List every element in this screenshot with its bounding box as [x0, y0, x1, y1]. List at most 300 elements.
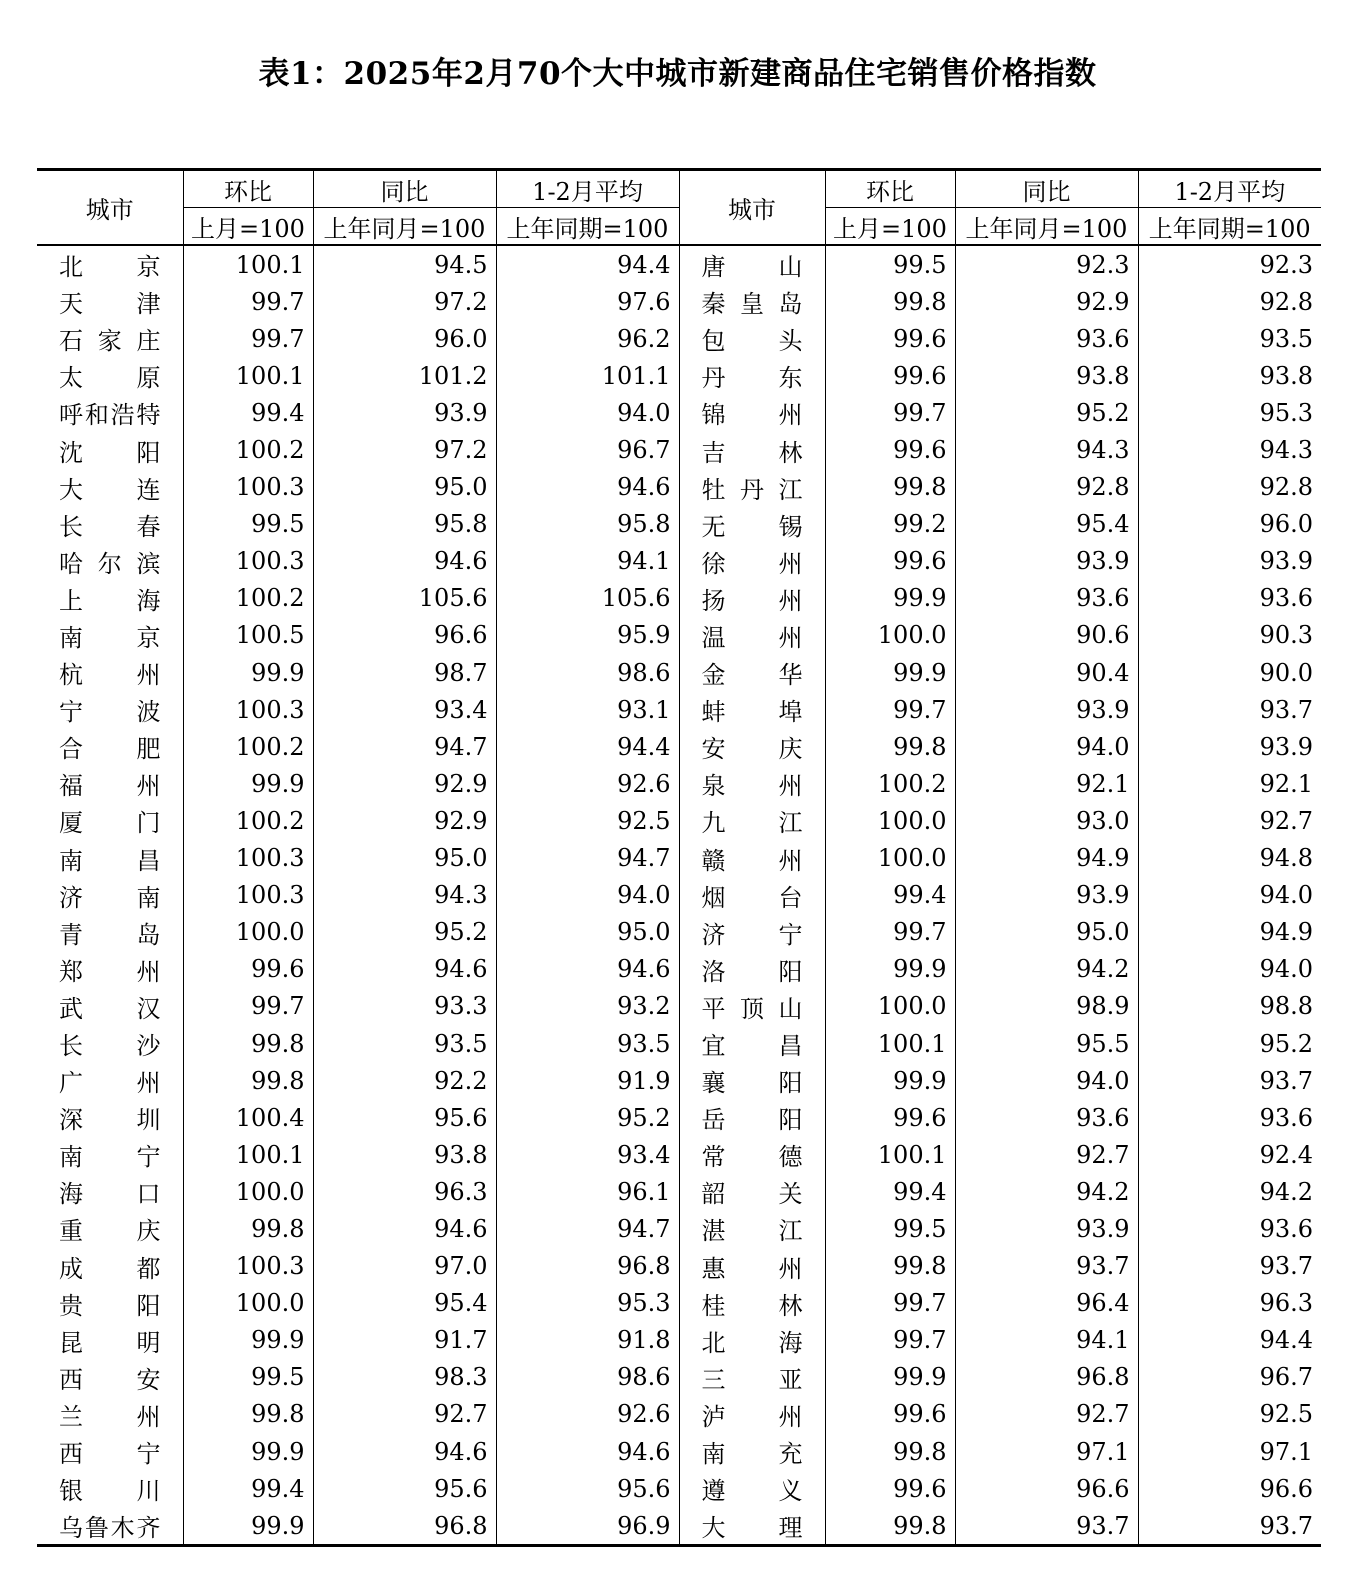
index-value-cell: 96.8 [496, 1248, 679, 1285]
city-name-cell: 牡丹江 [679, 469, 825, 506]
index-value-cell: 94.4 [496, 728, 679, 765]
index-value-cell: 98.6 [496, 654, 679, 691]
table-row [37, 1062, 1321, 1099]
index-value-cell: 96.7 [1138, 1359, 1321, 1396]
index-value-cell: 99.7 [183, 283, 313, 320]
index-value-cell: 99.8 [825, 469, 955, 506]
city-name-cell: 扬州 [679, 580, 825, 617]
city-name-cell: 无锡 [679, 506, 825, 543]
index-value-cell: 93.3 [313, 988, 496, 1025]
index-value-cell: 97.6 [496, 283, 679, 320]
table-row [37, 654, 1321, 691]
index-value-cell: 97.1 [1138, 1433, 1321, 1470]
header-city-left: 城市 [37, 170, 183, 246]
index-value-cell: 96.1 [496, 1173, 679, 1210]
index-value-cell: 99.4 [825, 877, 955, 914]
index-value-cell: 94.2 [1138, 1173, 1321, 1210]
city-name-cell: 贵阳 [59, 1291, 161, 1320]
index-value-cell: 99.6 [825, 320, 955, 357]
index-value-cell: 100.5 [183, 617, 313, 654]
index-value-cell: 96.6 [955, 1470, 1138, 1507]
header-mom-right: 环比 [825, 170, 955, 208]
index-value-cell: 94.3 [1138, 431, 1321, 468]
index-value-cell: 95.0 [496, 914, 679, 951]
city-name-cell: 桂林 [679, 1285, 825, 1322]
index-value-cell: 93.9 [313, 394, 496, 431]
index-value-cell: 99.8 [825, 1507, 955, 1546]
header-mom-base-right: 上月=100 [825, 208, 955, 246]
city-name-cell: 北京 [59, 253, 161, 282]
table-row [37, 357, 1321, 394]
index-value-cell: 93.4 [496, 1136, 679, 1173]
index-value-cell: 100.0 [183, 1285, 313, 1322]
index-value-cell: 100.3 [183, 1248, 313, 1285]
index-value-cell: 92.6 [496, 1396, 679, 1433]
index-value-cell: 96.6 [1138, 1470, 1321, 1507]
index-value-cell: 94.6 [496, 1433, 679, 1470]
table-row [37, 1470, 1321, 1507]
index-value-cell: 95.3 [1138, 394, 1321, 431]
index-value-cell: 101.1 [496, 357, 679, 394]
index-value-cell: 99.4 [183, 394, 313, 431]
index-value-cell: 93.5 [313, 1025, 496, 1062]
index-value-cell: 92.2 [313, 1062, 496, 1099]
table-row [37, 1173, 1321, 1210]
page-title: 表1：2025年2月70个大中城市新建商品住宅销售价格指数 [258, 56, 1097, 92]
index-value-cell: 99.8 [825, 1433, 955, 1470]
index-value-cell: 100.0 [825, 802, 955, 839]
index-value-cell: 100.1 [183, 245, 313, 283]
city-name-cell: 烟台 [679, 877, 825, 914]
index-value-cell: 100.3 [183, 840, 313, 877]
index-value-cell: 99.6 [825, 431, 955, 468]
table-row [37, 840, 1321, 877]
table-row [37, 320, 1321, 357]
index-value-cell: 93.7 [955, 1507, 1138, 1546]
table-row [37, 802, 1321, 839]
city-name-cell: 泉州 [679, 765, 825, 802]
index-value-cell: 92.7 [313, 1396, 496, 1433]
index-value-cell: 93.5 [1138, 320, 1321, 357]
table-row [37, 1025, 1321, 1062]
index-value-cell: 92.6 [496, 765, 679, 802]
table-row [37, 506, 1321, 543]
city-name-cell: 九江 [679, 802, 825, 839]
table-row [37, 617, 1321, 654]
index-value-cell: 98.6 [496, 1359, 679, 1396]
index-value-cell: 95.2 [1138, 1025, 1321, 1062]
index-value-cell: 98.7 [313, 654, 496, 691]
index-value-cell: 92.3 [955, 245, 1138, 283]
index-value-cell: 100.2 [183, 580, 313, 617]
city-name-cell: 厦门 [59, 809, 161, 838]
index-value-cell: 92.5 [496, 802, 679, 839]
index-value-cell: 99.5 [825, 1210, 955, 1247]
index-value-cell: 99.5 [825, 245, 955, 283]
index-value-cell: 90.6 [955, 617, 1138, 654]
index-value-cell: 98.8 [1138, 988, 1321, 1025]
city-name-cell: 三亚 [679, 1359, 825, 1396]
index-value-cell: 100.1 [825, 1025, 955, 1062]
city-name-cell: 广州 [59, 1069, 161, 1098]
header-yoy-left: 同比 [313, 170, 496, 208]
index-value-cell: 95.6 [313, 1099, 496, 1136]
city-name-cell: 乌鲁木齐 [59, 1514, 161, 1543]
index-value-cell: 99.2 [825, 506, 955, 543]
city-name-cell: 襄阳 [679, 1062, 825, 1099]
city-name-cell: 唐山 [679, 245, 825, 283]
index-value-cell: 99.5 [183, 506, 313, 543]
index-value-cell: 101.2 [313, 357, 496, 394]
city-name-cell: 吉林 [679, 431, 825, 468]
index-value-cell: 95.8 [313, 506, 496, 543]
index-value-cell: 93.9 [955, 543, 1138, 580]
city-name-cell: 哈尔滨 [59, 549, 161, 578]
index-value-cell: 91.7 [313, 1322, 496, 1359]
index-value-cell: 90.0 [1138, 654, 1321, 691]
index-value-cell: 99.5 [183, 1359, 313, 1396]
city-name-cell: 合肥 [59, 735, 161, 764]
table-row [37, 691, 1321, 728]
index-value-cell: 95.0 [313, 469, 496, 506]
index-value-cell: 99.4 [825, 1173, 955, 1210]
city-name-cell: 沈阳 [59, 438, 161, 467]
city-name-cell: 南京 [59, 623, 161, 652]
index-value-cell: 94.1 [955, 1322, 1138, 1359]
index-value-cell: 94.6 [313, 951, 496, 988]
index-value-cell: 94.2 [955, 951, 1138, 988]
index-value-cell: 93.9 [1138, 728, 1321, 765]
index-value-cell: 99.6 [183, 951, 313, 988]
index-value-cell: 94.9 [955, 840, 1138, 877]
index-value-cell: 94.9 [1138, 914, 1321, 951]
index-value-cell: 92.7 [1138, 802, 1321, 839]
city-name-cell: 银川 [59, 1477, 161, 1506]
index-value-cell: 90.4 [955, 654, 1138, 691]
index-value-cell: 92.7 [955, 1396, 1138, 1433]
index-value-cell: 93.9 [955, 1210, 1138, 1247]
city-name-cell: 安庆 [679, 728, 825, 765]
table-body [37, 245, 1321, 1546]
index-value-cell: 94.0 [955, 1062, 1138, 1099]
index-value-cell: 95.0 [955, 914, 1138, 951]
index-value-cell: 99.9 [183, 1507, 313, 1546]
index-value-cell: 100.3 [183, 877, 313, 914]
city-name-cell: 平顶山 [679, 988, 825, 1025]
index-value-cell: 95.6 [496, 1470, 679, 1507]
index-value-cell: 94.6 [313, 1210, 496, 1247]
index-value-cell: 99.7 [825, 1322, 955, 1359]
index-value-cell: 100.3 [183, 691, 313, 728]
index-value-cell: 105.6 [313, 580, 496, 617]
index-value-cell: 94.6 [313, 543, 496, 580]
city-name-cell: 南宁 [59, 1143, 161, 1172]
index-value-cell: 99.9 [183, 765, 313, 802]
index-value-cell: 99.9 [825, 951, 955, 988]
index-value-cell: 98.9 [955, 988, 1138, 1025]
index-value-cell: 92.1 [1138, 765, 1321, 802]
city-name-cell: 深圳 [59, 1106, 161, 1135]
city-name-cell: 温州 [679, 617, 825, 654]
index-value-cell: 91.8 [496, 1322, 679, 1359]
index-value-cell: 99.9 [825, 1062, 955, 1099]
city-name-cell: 常德 [679, 1136, 825, 1173]
index-value-cell: 94.5 [313, 245, 496, 283]
city-name-cell: 杭州 [59, 661, 161, 690]
city-name-cell: 蚌埠 [679, 691, 825, 728]
header-avg-left: 1-2月平均 [496, 170, 679, 208]
table-row [37, 1210, 1321, 1247]
index-value-cell: 100.4 [183, 1099, 313, 1136]
city-name-cell: 宜昌 [679, 1025, 825, 1062]
city-name-cell: 上海 [59, 586, 161, 615]
index-value-cell: 99.6 [825, 1470, 955, 1507]
index-value-cell: 96.2 [496, 320, 679, 357]
index-value-cell: 99.8 [183, 1025, 313, 1062]
index-value-cell: 96.8 [313, 1507, 496, 1546]
city-name-cell: 锦州 [679, 394, 825, 431]
city-name-cell: 成都 [59, 1254, 161, 1283]
index-value-cell: 100.0 [825, 617, 955, 654]
header-city-right: 城市 [679, 170, 825, 246]
index-value-cell: 92.9 [313, 802, 496, 839]
index-value-cell: 100.2 [825, 765, 955, 802]
header-avg-base-left: 上年同期=100 [496, 208, 679, 246]
city-name-cell: 南充 [679, 1433, 825, 1470]
index-value-cell: 94.6 [313, 1433, 496, 1470]
city-name-cell: 重庆 [59, 1217, 161, 1246]
table-row [37, 245, 1321, 283]
index-value-cell: 95.2 [496, 1099, 679, 1136]
index-value-cell: 92.8 [1138, 469, 1321, 506]
index-value-cell: 99.8 [825, 283, 955, 320]
city-name-cell: 兰州 [59, 1402, 161, 1431]
index-value-cell: 96.7 [496, 431, 679, 468]
city-name-cell: 武汉 [59, 994, 161, 1023]
city-name-cell: 长沙 [59, 1032, 161, 1061]
index-value-cell: 99.6 [825, 543, 955, 580]
city-name-cell: 秦皇岛 [679, 283, 825, 320]
city-name-cell: 丹东 [679, 357, 825, 394]
index-value-cell: 93.2 [496, 988, 679, 1025]
index-value-cell: 96.4 [955, 1285, 1138, 1322]
city-name-cell: 湛江 [679, 1210, 825, 1247]
index-value-cell: 94.4 [1138, 1322, 1321, 1359]
city-name-cell: 西安 [59, 1365, 161, 1394]
header-mom-base-left: 上月=100 [183, 208, 313, 246]
index-value-cell: 96.0 [1138, 506, 1321, 543]
index-value-cell: 93.6 [1138, 1099, 1321, 1136]
table-row [37, 914, 1321, 951]
index-value-cell: 99.4 [183, 1470, 313, 1507]
index-value-cell: 99.8 [825, 728, 955, 765]
index-value-cell: 98.3 [313, 1359, 496, 1396]
index-value-cell: 99.8 [183, 1062, 313, 1099]
index-value-cell: 100.0 [825, 988, 955, 1025]
index-value-cell: 93.5 [496, 1025, 679, 1062]
index-value-cell: 94.0 [1138, 951, 1321, 988]
table-row [37, 1136, 1321, 1173]
index-value-cell: 99.9 [183, 1322, 313, 1359]
index-value-cell: 96.6 [313, 617, 496, 654]
index-value-cell: 99.7 [825, 691, 955, 728]
index-value-cell: 100.1 [825, 1136, 955, 1173]
city-name-cell: 徐州 [679, 543, 825, 580]
index-value-cell: 94.7 [313, 728, 496, 765]
table-row [37, 1285, 1321, 1322]
city-name-cell: 南昌 [59, 846, 161, 875]
index-value-cell: 92.9 [955, 283, 1138, 320]
index-value-cell: 94.0 [955, 728, 1138, 765]
index-value-cell: 100.3 [183, 469, 313, 506]
index-value-cell: 99.6 [825, 357, 955, 394]
index-value-cell: 92.1 [955, 765, 1138, 802]
index-value-cell: 95.4 [955, 506, 1138, 543]
city-name-cell: 泸州 [679, 1396, 825, 1433]
index-value-cell: 93.7 [955, 1248, 1138, 1285]
index-value-cell: 93.9 [1138, 543, 1321, 580]
index-value-cell: 95.2 [955, 394, 1138, 431]
index-value-cell: 92.9 [313, 765, 496, 802]
table-row [37, 283, 1321, 320]
price-index-table [37, 168, 1321, 1547]
index-value-cell: 94.2 [955, 1173, 1138, 1210]
city-name-cell: 济南 [59, 883, 161, 912]
index-value-cell: 97.1 [955, 1433, 1138, 1470]
city-name-cell: 金华 [679, 654, 825, 691]
index-value-cell: 93.7 [1138, 1248, 1321, 1285]
index-value-cell: 95.6 [313, 1470, 496, 1507]
index-value-cell: 92.8 [1138, 283, 1321, 320]
index-value-cell: 93.6 [955, 1099, 1138, 1136]
header-mom-left: 环比 [183, 170, 313, 208]
index-value-cell: 99.6 [825, 1099, 955, 1136]
index-value-cell: 95.3 [496, 1285, 679, 1322]
index-value-cell: 94.6 [496, 469, 679, 506]
index-value-cell: 95.4 [313, 1285, 496, 1322]
city-name-cell: 宁波 [59, 698, 161, 727]
index-value-cell: 100.1 [183, 1136, 313, 1173]
index-value-cell: 92.4 [1138, 1136, 1321, 1173]
index-value-cell: 95.0 [313, 840, 496, 877]
index-value-cell: 99.6 [825, 1396, 955, 1433]
index-value-cell: 99.8 [825, 1248, 955, 1285]
index-value-cell: 92.5 [1138, 1396, 1321, 1433]
index-value-cell: 93.1 [496, 691, 679, 728]
index-value-cell: 93.7 [1138, 1062, 1321, 1099]
header-avg-right: 1-2月平均 [1138, 170, 1321, 208]
index-value-cell: 93.0 [955, 802, 1138, 839]
city-name-cell: 青岛 [59, 920, 161, 949]
index-value-cell: 99.9 [825, 654, 955, 691]
index-value-cell: 96.0 [313, 320, 496, 357]
table-row [37, 951, 1321, 988]
index-value-cell: 95.8 [496, 506, 679, 543]
index-value-cell: 96.9 [496, 1507, 679, 1546]
index-value-cell: 94.7 [496, 840, 679, 877]
table-row [37, 543, 1321, 580]
index-value-cell: 96.3 [313, 1173, 496, 1210]
index-value-cell: 97.0 [313, 1248, 496, 1285]
index-value-cell: 93.7 [1138, 691, 1321, 728]
city-name-cell: 长春 [59, 512, 161, 541]
city-name-cell: 郑州 [59, 957, 161, 986]
city-name-cell: 北海 [679, 1322, 825, 1359]
index-value-cell: 94.0 [496, 877, 679, 914]
city-name-cell: 遵义 [679, 1470, 825, 1507]
index-value-cell: 100.2 [183, 431, 313, 468]
table-header [37, 170, 1321, 246]
table-row [37, 1359, 1321, 1396]
header-yoy-base-right: 上年同月=100 [955, 208, 1138, 246]
city-name-cell: 昆明 [59, 1328, 161, 1357]
index-value-cell: 95.9 [496, 617, 679, 654]
city-name-cell: 赣州 [679, 840, 825, 877]
city-name-cell: 济宁 [679, 914, 825, 951]
city-name-cell: 西宁 [59, 1440, 161, 1469]
index-value-cell: 93.7 [1138, 1507, 1321, 1546]
index-value-cell: 93.8 [313, 1136, 496, 1173]
index-value-cell: 97.2 [313, 431, 496, 468]
header-yoy-base-left: 上年同月=100 [313, 208, 496, 246]
index-value-cell: 93.4 [313, 691, 496, 728]
city-name-cell: 包头 [679, 320, 825, 357]
table-row [37, 1248, 1321, 1285]
index-value-cell: 91.9 [496, 1062, 679, 1099]
city-name-cell: 洛阳 [679, 951, 825, 988]
index-value-cell: 93.6 [1138, 1210, 1321, 1247]
index-value-cell: 93.9 [955, 877, 1138, 914]
city-name-cell: 韶关 [679, 1173, 825, 1210]
index-value-cell: 94.1 [496, 543, 679, 580]
table-row [37, 765, 1321, 802]
index-value-cell: 99.7 [825, 394, 955, 431]
table-row [37, 431, 1321, 468]
index-value-cell: 94.4 [496, 245, 679, 283]
index-value-cell: 99.8 [183, 1210, 313, 1247]
table-row [37, 728, 1321, 765]
index-value-cell: 99.9 [183, 654, 313, 691]
index-value-cell: 100.1 [183, 357, 313, 394]
index-value-cell: 93.6 [955, 580, 1138, 617]
city-name-cell: 岳阳 [679, 1099, 825, 1136]
index-value-cell: 95.2 [313, 914, 496, 951]
city-name-cell: 惠州 [679, 1248, 825, 1285]
index-value-cell: 99.7 [825, 1285, 955, 1322]
city-name-cell: 大连 [59, 475, 161, 504]
index-value-cell: 99.7 [183, 988, 313, 1025]
index-value-cell: 105.6 [496, 580, 679, 617]
index-value-cell: 100.0 [183, 914, 313, 951]
index-value-cell: 94.0 [496, 394, 679, 431]
table-row [37, 877, 1321, 914]
table-row [37, 1396, 1321, 1433]
index-value-cell: 92.3 [1138, 245, 1321, 283]
index-value-cell: 96.8 [955, 1359, 1138, 1396]
index-value-cell: 99.8 [183, 1396, 313, 1433]
city-name-cell: 石家庄 [59, 327, 161, 356]
index-value-cell: 94.0 [1138, 877, 1321, 914]
city-name-cell: 大理 [679, 1507, 825, 1546]
header-yoy-right: 同比 [955, 170, 1138, 208]
city-name-cell: 呼和浩特 [59, 401, 161, 430]
city-name-cell: 太原 [59, 364, 161, 393]
city-name-cell: 天津 [59, 290, 161, 319]
index-value-cell: 93.8 [955, 357, 1138, 394]
table-row [37, 1099, 1321, 1136]
index-value-cell: 90.3 [1138, 617, 1321, 654]
index-value-cell: 97.2 [313, 283, 496, 320]
